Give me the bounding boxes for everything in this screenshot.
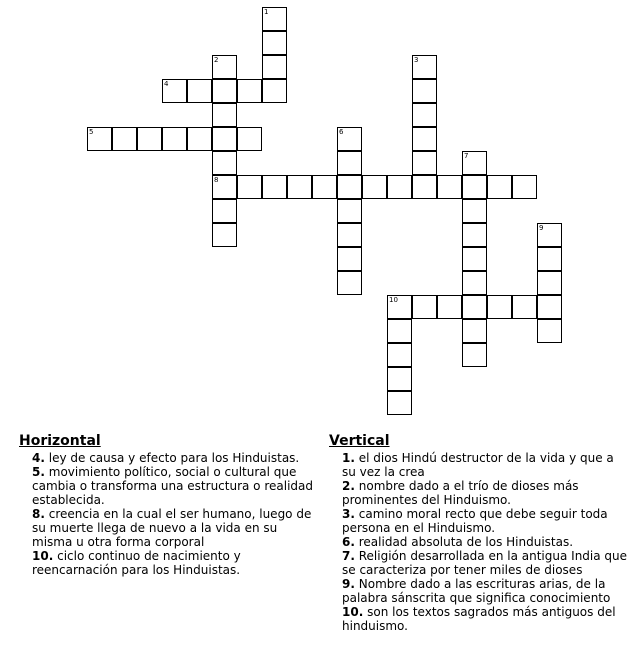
grid-cell[interactable] bbox=[462, 343, 487, 367]
grid-cell[interactable] bbox=[512, 295, 537, 319]
clue-number: 6 bbox=[339, 128, 344, 136]
clue-v-10: 10. son los textos sagrados más antiguos del hinduismo. bbox=[342, 605, 616, 633]
grid-cell[interactable] bbox=[112, 127, 137, 151]
grid-cell[interactable] bbox=[437, 295, 462, 319]
grid-cell[interactable] bbox=[487, 175, 512, 199]
grid-cell[interactable] bbox=[537, 319, 562, 343]
clue-number: 5 bbox=[89, 128, 94, 136]
grid-cell[interactable] bbox=[512, 175, 537, 199]
grid-cell[interactable] bbox=[462, 247, 487, 271]
grid-cell[interactable] bbox=[137, 127, 162, 151]
grid-cell[interactable] bbox=[537, 247, 562, 271]
grid-cell[interactable] bbox=[437, 175, 462, 199]
clue-number: 1 bbox=[264, 8, 269, 16]
grid-cell[interactable] bbox=[237, 127, 262, 151]
grid-cell[interactable] bbox=[462, 175, 487, 199]
clue-v-2: 2. nombre dado a el trío de dioses más prominentes del Hinduismo. bbox=[342, 479, 579, 507]
grid-cell[interactable] bbox=[412, 151, 437, 175]
grid-cell[interactable] bbox=[487, 295, 512, 319]
grid-cell[interactable] bbox=[337, 199, 362, 223]
grid-cell[interactable] bbox=[387, 319, 412, 343]
grid-cell[interactable] bbox=[337, 223, 362, 247]
grid-cell[interactable] bbox=[212, 55, 237, 79]
clue-h-8: 8. creencia en la cual el ser humano, luego de su muerte llega de nuevo a la vida en su misma u otra forma corporal bbox=[32, 507, 312, 549]
grid-cell[interactable] bbox=[462, 271, 487, 295]
grid-cell[interactable] bbox=[412, 79, 437, 103]
grid-cell[interactable] bbox=[462, 295, 487, 319]
grid-cell[interactable] bbox=[462, 199, 487, 223]
clue-v-1: 1. el dios Hindú destructor de la vida y que a su vez la crea bbox=[342, 451, 614, 479]
clue-v-6: 6. realidad absoluta de los Hinduistas. bbox=[342, 535, 574, 549]
grid-cell[interactable] bbox=[337, 127, 362, 151]
grid-cell[interactable] bbox=[262, 7, 287, 31]
grid-cell[interactable] bbox=[387, 367, 412, 391]
horizontal-clues bbox=[19, 433, 319, 577]
grid-cell[interactable] bbox=[387, 295, 412, 319]
grid-cell[interactable] bbox=[212, 103, 237, 127]
grid-cell[interactable] bbox=[312, 175, 337, 199]
grid-cell[interactable] bbox=[212, 79, 237, 103]
grid-cell[interactable] bbox=[412, 295, 437, 319]
grid-cell[interactable] bbox=[462, 151, 487, 175]
grid-cell[interactable] bbox=[212, 127, 237, 151]
clue-h-4: 4. ley de causa y efecto para los Hinduistas. bbox=[32, 451, 300, 465]
grid-cell[interactable] bbox=[537, 223, 562, 247]
grid-cell[interactable] bbox=[262, 79, 287, 103]
clue-number: 3 bbox=[414, 56, 419, 64]
grid-cell[interactable] bbox=[387, 391, 412, 415]
grid-cell[interactable] bbox=[212, 151, 237, 175]
grid-cell[interactable] bbox=[412, 103, 437, 127]
grid-cell[interactable] bbox=[212, 175, 237, 199]
grid-cell[interactable] bbox=[412, 127, 437, 151]
grid-cell[interactable] bbox=[337, 175, 362, 199]
vertical-heading: Vertical bbox=[329, 433, 390, 449]
grid-cell[interactable] bbox=[462, 319, 487, 343]
grid-cell[interactable] bbox=[262, 55, 287, 79]
clue-v-3: 3. camino moral recto que debe seguir toda persona en el Hinduismo. bbox=[342, 507, 608, 535]
grid-cell[interactable] bbox=[337, 151, 362, 175]
clue-v-7: 7. Religión desarrollada en la antigua India que se caracteriza por tener miles de dioses bbox=[342, 549, 628, 577]
clue-v-9: 9. Nombre dado a las escrituras arias, de la palabra sánscrita que significa conocimiento bbox=[342, 577, 611, 605]
grid-cell[interactable] bbox=[537, 271, 562, 295]
grid-cell[interactable] bbox=[262, 175, 287, 199]
grid-cell[interactable] bbox=[162, 127, 187, 151]
clue-number: 4 bbox=[164, 80, 169, 88]
grid-cell[interactable] bbox=[337, 247, 362, 271]
grid-cell[interactable] bbox=[287, 175, 312, 199]
grid-cell[interactable] bbox=[87, 127, 112, 151]
grid-cell[interactable] bbox=[537, 295, 562, 319]
grid-cell[interactable] bbox=[387, 175, 412, 199]
grid-cell[interactable] bbox=[187, 127, 212, 151]
grid-cell[interactable] bbox=[237, 79, 262, 103]
vertical-clues bbox=[329, 433, 629, 633]
grid-cell[interactable] bbox=[387, 343, 412, 367]
grid-cell[interactable] bbox=[237, 175, 262, 199]
clue-number: 2 bbox=[214, 56, 219, 64]
clue-number: 10 bbox=[389, 296, 398, 304]
clue-h-10: 10. ciclo continuo de nacimiento y reencarnación para los Hinduistas. bbox=[32, 549, 241, 577]
clue-h-5: 5. movimiento político, social o cultural que cambia o transforma una estructura o realidad establecida. bbox=[32, 465, 313, 507]
grid-cell[interactable] bbox=[412, 55, 437, 79]
grid-cell[interactable] bbox=[162, 79, 187, 103]
grid-cell[interactable] bbox=[462, 223, 487, 247]
grid-cell[interactable] bbox=[212, 223, 237, 247]
grid-cell[interactable] bbox=[187, 79, 212, 103]
grid-cell[interactable] bbox=[337, 271, 362, 295]
grid-cell[interactable] bbox=[212, 199, 237, 223]
clue-number: 7 bbox=[464, 152, 469, 160]
clue-number: 8 bbox=[214, 176, 219, 184]
horizontal-heading: Horizontal bbox=[19, 433, 101, 449]
grid-cell[interactable] bbox=[412, 175, 437, 199]
clue-number: 9 bbox=[539, 224, 544, 232]
grid-cell[interactable] bbox=[362, 175, 387, 199]
grid-cell[interactable] bbox=[262, 31, 287, 55]
